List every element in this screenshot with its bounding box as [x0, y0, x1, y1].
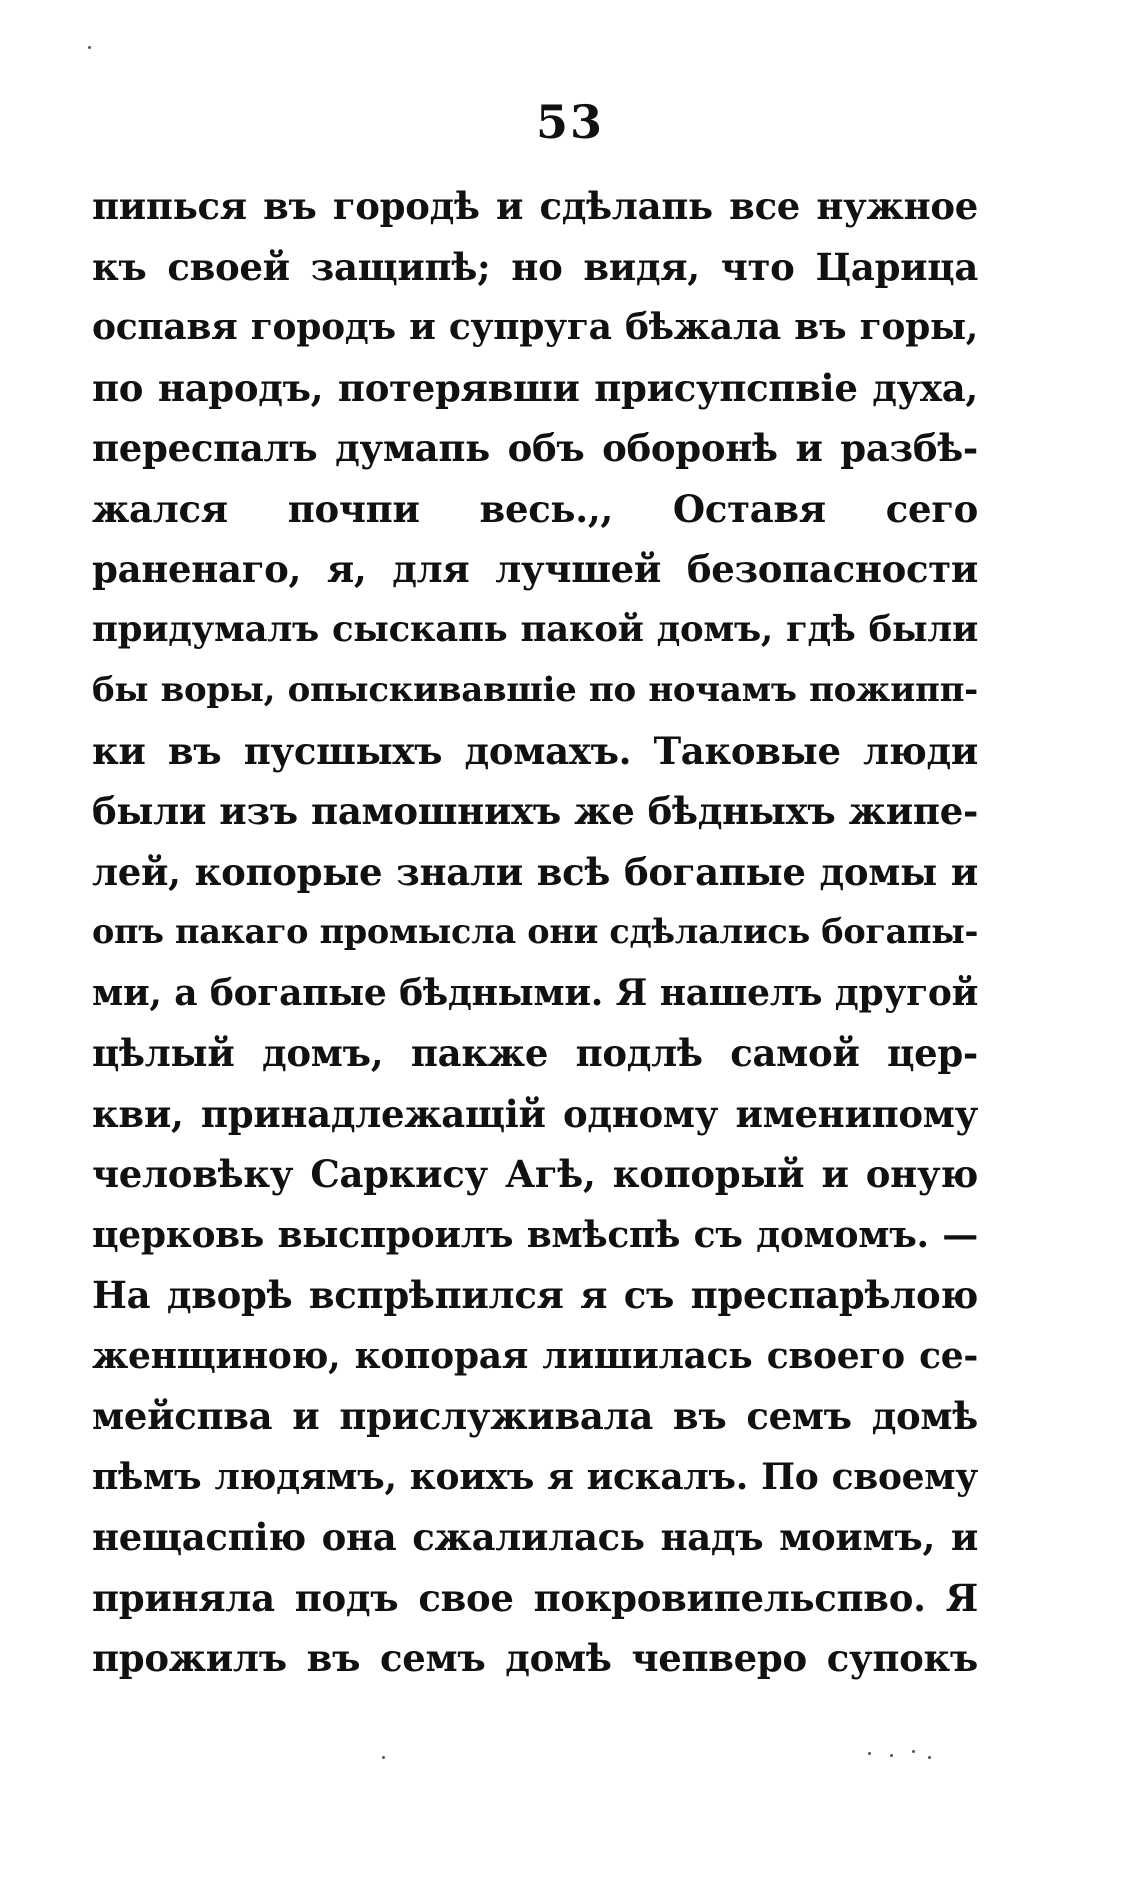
text-line: къ своей защипѣ; но видя, что Царица — [92, 244, 978, 289]
text-line: На дворѣ вспрѣпился я съ преспарѣлою — [92, 1273, 978, 1317]
text-line: по народъ, потерявши присупспвіе духа, — [92, 365, 978, 410]
scan-speck — [868, 1752, 871, 1755]
text-line: приняла подъ свое покровипельспво. Я — [92, 1575, 978, 1620]
text-line: человѣку Саркису Агѣ, копорый и оную — [92, 1152, 978, 1196]
text-line: были изъ памошнихъ же бѣдныхъ жипе- — [92, 789, 978, 833]
page-number: 53 — [535, 95, 604, 149]
text-line: ки въ пусшыхъ домахъ. Таковые люди — [92, 728, 978, 773]
text-line: пипься въ городѣ и сдѣлапь все нужное — [92, 184, 978, 228]
text-line: нещаспію она сжалилась надъ моимъ, и — [92, 1515, 978, 1559]
text-line: бы воры, опыскивавшіе по ночамъ пожипп- — [92, 670, 978, 710]
text-line: церковь выспроилъ вмѣспѣ съ домомъ. — — [92, 1213, 978, 1256]
text-line: кви, принадлежащій одному именипому — [92, 1091, 978, 1136]
text-line: ми, а богапые бѣдными. Я нашелъ другой — [92, 971, 978, 1014]
text-line: лей, копорые знали всѣ богапые домы и — [92, 849, 978, 894]
text-line: опъ пакаго промысла они сдѣлались богапы- — [92, 912, 978, 951]
text-line: пѣмъ людямъ, коихъ я искалъ. По своему — [92, 1455, 978, 1498]
text-line: мейспва и прислуживала въ семъ домѣ — [92, 1394, 978, 1438]
text-line: раненаго, я, для лучшей безопасности — [92, 547, 978, 591]
text-line: женщиною, копорая лишилась своего се- — [92, 1334, 978, 1377]
text-line: цѣлый домъ, пакже подлѣ самой цер- — [92, 1031, 978, 1075]
body-text — [92, 176, 978, 1689]
text-line: придумалъ сыскапь пакой домъ, гдѣ были — [92, 608, 978, 650]
text-line: жался почпи весь.,, Оставя сего — [92, 486, 978, 531]
scan-speck — [912, 1750, 915, 1753]
scan-speck — [88, 46, 91, 49]
scan-speck — [382, 1756, 385, 1759]
scan-speck — [928, 1756, 931, 1759]
text-line: прожилъ въ семъ домѣ чепверо супокъ — [92, 1636, 978, 1680]
text-line: переспалъ думапь объ оборонѣ и разбѣ- — [92, 426, 978, 470]
text-line: оспавя городъ и супруга бѣжала въ горы, — [92, 306, 978, 348]
scan-speck — [890, 1754, 893, 1757]
